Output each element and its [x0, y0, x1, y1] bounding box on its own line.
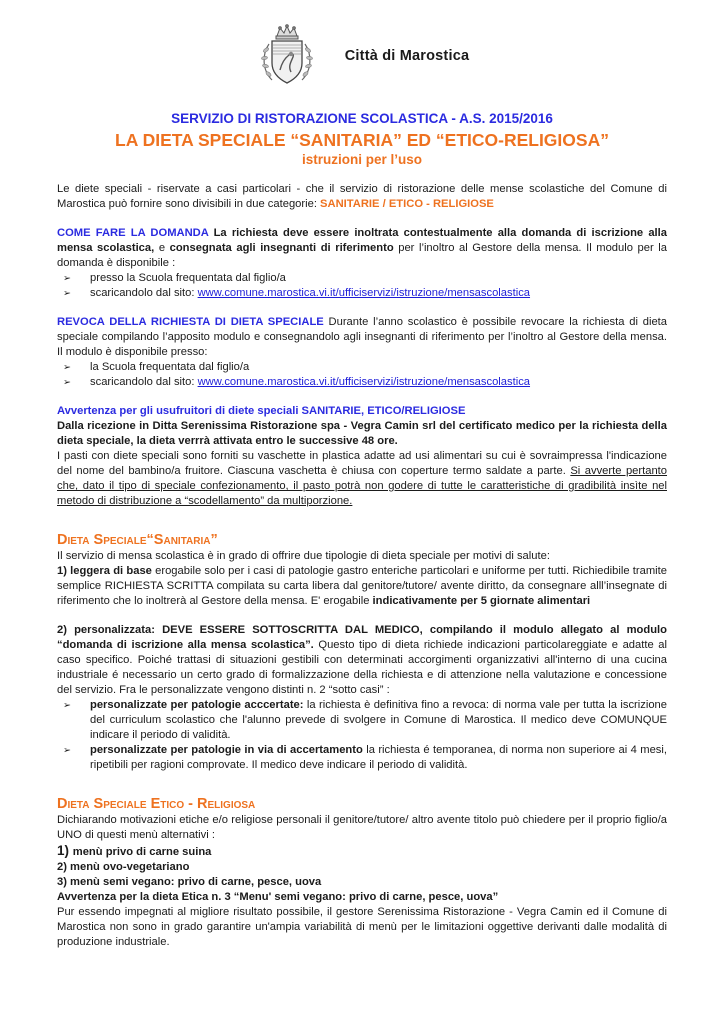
paragraph	[57, 315, 667, 360]
spacer	[57, 212, 667, 226]
paragraph	[57, 226, 667, 271]
bullet-arrow-icon: ➢	[63, 700, 71, 711]
spacer	[57, 773, 667, 795]
text-run: presso la Scuola frequentata dal figlio/a	[90, 272, 286, 284]
section-heading: Dieta Speciale“Sanitaria”	[57, 532, 218, 548]
text-run: Il servizio di mensa scolastica è in grado di offrire due tipologie di dieta speciale per motivi di salute:	[57, 550, 550, 562]
text-run: Pur essendo impegnati al migliore risultato possibile, il gestore Serenissima Ristorazione - Vegra Camin ed il Comune di Marostica non sono in grado garantire un'ampia variabilità di menù per le limitazioni oggettive derivanti dalle modalità di produzione industriale.	[57, 906, 667, 948]
bullet-arrow-icon: ➢	[63, 362, 71, 373]
document-title-main: LA DIETA SPECIALE “SANITARIA” ED “ETICO-RELIGIOSA”	[115, 130, 609, 150]
paragraph	[57, 860, 667, 875]
document-title-service: SERVIZIO DI RISTORAZIONE SCOLASTICA - A.S. 2015/2016	[171, 111, 553, 126]
bullet-item	[57, 698, 667, 743]
text-run: erogabile solo per i casi di patologie gastro enteriche particolari e uniforme per tutti. Richiedibile tramite semplice RICHIESTA SCRITTA compilata su carta libera dal genitore/tutore/ avente diritto, da consegnare alll’insegnate di riferimento che lo inoltrerà al Gestore della mensa. E' erogabile	[57, 565, 667, 607]
text-run: personalizzate per patologie acccertate:	[90, 699, 307, 711]
text-run: la Scuola frequentata dal figlio/a	[90, 361, 250, 373]
text-run: 1)	[57, 843, 73, 858]
mensa-website-link[interactable]: www.comune.marostica.vi.it/ufficiservizi/istruzione/mensascolastica	[197, 287, 531, 299]
paragraph	[57, 905, 667, 950]
text-run: scaricandolo dal sito:	[90, 376, 198, 388]
paragraph	[57, 843, 667, 860]
text-run: Le diete speciali - riservate a casi particolari - che il servizio di ristorazione delle mense scolastiche del Comune di Marostica può fornire sono divisibili in due categorie:	[57, 183, 667, 210]
text-run: I pasti con diete speciali sono forniti su vaschette in plastica adatte ad usi alimentari su cui è sovraimpressa l'indicazione del nome del bambino/a fruitore. Ciascuna vaschetta è chiusa con coperture termo saldate a parte.	[57, 450, 667, 477]
spacer	[57, 301, 667, 315]
document-body	[57, 182, 667, 950]
coat-of-arms-icon	[255, 24, 319, 88]
bullet-item	[57, 743, 667, 773]
paragraph	[57, 549, 667, 564]
text-run: consegnata agli insegnanti di riferimento	[169, 242, 399, 254]
bullet-text	[90, 286, 667, 301]
mensa-website-link[interactable]: www.comune.marostica.vi.it/ufficiservizi/istruzione/mensascolastica	[197, 376, 531, 388]
bullet-arrow-icon: ➢	[63, 377, 71, 388]
text-run: Questo tipo di dieta richiede indicazioni particolareggiate e adatte al caso specifico. Poiché trattasi di situazioni gestibili con determinati accorgimenti organizzativi all'interno di una cucina industriale é necessario un certo grado di formalizzazione della richiesta e di attenzione nella valutazione e concessione del servizio. Fra le personalizzate vengono distinti n. 2 “sotto casi” :	[57, 639, 667, 696]
text-run: indicativamente per 5 giornate alimentari	[372, 595, 591, 607]
text-run: SANITARIE / ETICO - RELIGIOSE	[320, 198, 494, 210]
marostica-coat-of-arms-logo	[255, 24, 319, 88]
text-run: Avvertenza per la dieta Etica n. 3 “Menu' semi vegano: privo di carne, pesce, uova”	[57, 891, 499, 903]
bullet-item	[57, 271, 667, 286]
text-run: la richiesta è definitiva fino a revoca: di norma vale per tutta la iscrizione del curriculum scolastico che l'alunno prevede di svolgere in Comune di Marostica. Il medico deve COMUNQUE indicare il periodo di validità.	[90, 699, 667, 741]
text-run: per l’inoltro al Gestore della mensa. Il modulo per la domanda è disponibile :	[57, 242, 667, 269]
bullet-arrow-icon: ➢	[63, 273, 71, 284]
spacer	[57, 509, 667, 531]
text-run: e	[158, 242, 170, 254]
bullet-text	[90, 360, 667, 375]
bullet-item	[57, 375, 667, 390]
text-run: La richiesta deve essere inoltrata contestualmente alla domanda di iscrizione alla mensa scolastica,	[57, 227, 667, 254]
text-run: Dichiarando motivazioni etiche e/o religiose personali il genitore/tutore/ altro avente titolo può chiedere per il proprio figlio/a UNO di questi menù alternativi :	[57, 814, 667, 841]
paragraph	[57, 182, 667, 212]
document-header	[57, 24, 667, 88]
paragraph	[57, 890, 667, 905]
text-run: 3) menù semi vegano: privo di carne, pesce, uova	[57, 876, 322, 888]
paragraph	[57, 449, 667, 509]
spacer	[57, 390, 667, 404]
text-run: 1) leggera di base	[57, 565, 156, 577]
paragraph	[57, 623, 667, 698]
text-run: scaricandolo dal sito:	[90, 287, 198, 299]
section-heading: Dieta Speciale Etico - Religiosa	[57, 796, 256, 812]
text-run: Dalla ricezione in Ditta Serenissima Ristorazione spa - Vegra Camin srl del certificato medico per la richiesta della dieta speciale, la dieta verrrà attivata entro le successive 48 ore.	[57, 420, 667, 447]
text-run: Avvertenza per gli usufruitori di diete speciali SANITARIE, ETICO/RELIGIOSE	[57, 405, 466, 417]
bullet-item	[57, 286, 667, 301]
bullet-text	[90, 698, 667, 743]
bullet-item	[57, 360, 667, 375]
text-run: REVOCA DELLA RICHIESTA DI DIETA SPECIALE	[57, 316, 329, 328]
bullet-arrow-icon: ➢	[63, 288, 71, 299]
paragraph	[57, 404, 667, 419]
text-run: Si avverte pertanto che, dato il tipo di speciale confezionamento, il pasto potrà non godere di tutte le caratteristiche di gradibilità insìte nel metodo di distribuzione a “scodellamento” da multiporzione.	[57, 465, 668, 507]
text-run: personalizzate per patologie in via di accertamento	[90, 744, 367, 756]
paragraph	[57, 813, 667, 843]
paragraph	[57, 875, 667, 890]
bullet-arrow-icon: ➢	[63, 745, 71, 756]
text-run: menù privo di carne suina	[72, 846, 212, 858]
paragraph	[57, 419, 667, 449]
text-run: COME FARE LA DOMANDA	[57, 227, 214, 239]
bullet-text	[90, 375, 667, 390]
document-subtitle: istruzioni per l’uso	[301, 152, 422, 167]
bullet-text	[90, 271, 667, 286]
paragraph	[57, 564, 667, 609]
text-run: la richiesta é temporanea, di norma non superiore ai 4 mesi, ripetibili per ragioni comprovate. Il medico deve indicare il periodo di validità.	[90, 744, 667, 771]
text-run: 2) personalizzata: DEVE ESSERE SOTTOSCRITTA DAL MEDICO, compilando il modulo allegato al modulo “domanda di iscrizione alla mensa scolastica”.	[57, 624, 667, 651]
city-name: Città di Marostica	[344, 48, 470, 64]
text-run: Durante l’anno scolastico è possibile revocare la richiesta di dieta speciale compilando l’apposito modulo e consegnandolo agli insegnanti di riferimento per l’inoltro al Gestore della mensa. Il modulo è disponibile presso:	[57, 316, 667, 358]
text-run: 2) menù ovo-vegetariano	[57, 861, 190, 873]
spacer	[57, 609, 667, 623]
bullet-text	[90, 743, 667, 773]
